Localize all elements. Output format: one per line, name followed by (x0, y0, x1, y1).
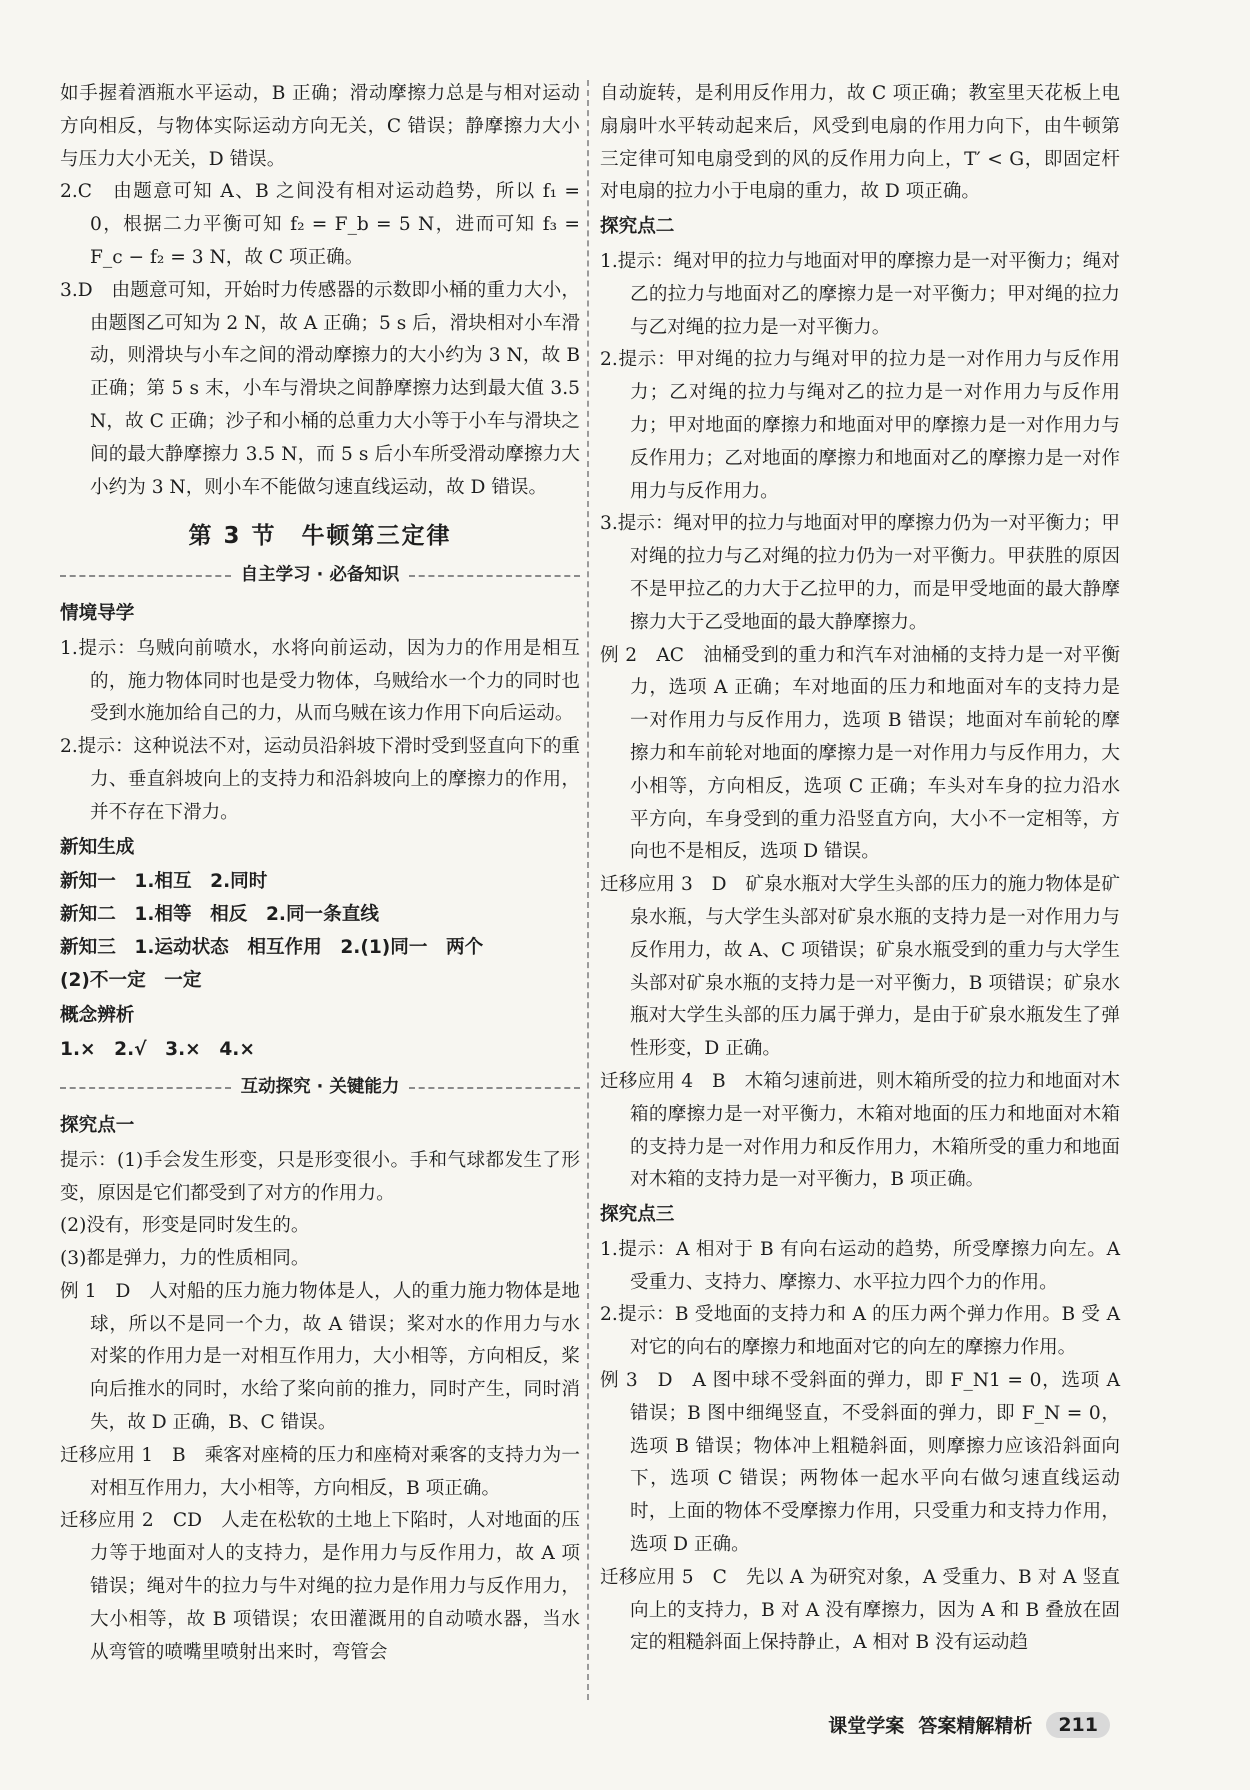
qj-answer-1: 1.提示：乌贼向前喷水，水将向前运动，因为力的作用是相互的，施力物体同时也是受力物体，乌贼给水一个力的同时也受到水施加给自己的力，从而乌贼在该力作用下向后运动。 (60, 637, 580, 725)
tj1-hint-b: (2)没有，形变是同时发生的。 (60, 1215, 310, 1237)
column-divider (587, 80, 589, 1700)
answer-2: 2.C 由题意可知 A、B 之间没有相对运动趋势，所以 f₁ = 0，根据二力平衡可知 f₂ = F_b = 5 N，进而可知 f₃ = F_c − f₂ = 3 N，故 C 项正确。 (60, 181, 580, 268)
heading-gnbx: 概念辨析 (60, 1004, 135, 1026)
xz-line-1: 新知一 1.相互 2.同时 (60, 871, 268, 893)
example-3: 例 3 D A 图中球不受斜面的弹力，即 F_N1 = 0，选项 A 错误；B 图中细绳竖直，不受斜面的弹力，即 F_N = 0，选项 B 错误；物体冲上粗糙斜面，则摩擦力应该沿斜面向下，选项 C 错误；两物体一起水平向右做匀速直线运动时，上面的物体不受摩擦力作用，只受重力和支持力作用，选项 D 正确。 (600, 1370, 1120, 1556)
heading-xzsc: 新知生成 (60, 836, 135, 858)
section-title: 第 3 节 牛顿第三定律 (188, 523, 452, 550)
xz-line-3b: (2)不一定 一定 (60, 969, 202, 991)
answer-continuation: 如手握着酒瓶水平运动，B 正确；滑动摩擦力总是与相对运动方向相反，与物体实际运动方向无关，C 错误；静摩擦力大小与压力大小无关，D 错误。 (60, 83, 580, 170)
heading-tj3: 探究点三 (600, 1204, 675, 1226)
section-bar-label: 互动探究 · 关键能力 (240, 1077, 400, 1098)
answer-continuation-right: 自动旋转，是利用反作用力，故 C 项正确；教室里天花板上电扇扇叶水平转动起来后，风受到电扇的作用力向下，由牛顿第三定律可知电扇受到的风的反作用力向上，T′ < G，即固定杆对电扇的拉力小于电扇的重力，故 D 项正确。 (600, 83, 1120, 203)
section-bar-self-study (60, 559, 580, 592)
transfer-app-4: 迁移应用 4 B 木箱匀速前进，则木箱所受的拉力和地面对木箱的摩擦力是一对平衡力，木箱对地面的压力和地面对木箱的支持力是一对作用力和反作用力，木箱所受的重力和地面对木箱的支持力是一对平衡力，B 项正确。 (600, 1070, 1120, 1191)
xz-line-3: 新知三 1.运动状态 相互作用 2.(1)同一 两个 (60, 936, 484, 958)
footer-book-title: 课堂学案 (828, 1715, 905, 1737)
tj3-hint-2: 2.提示：B 受地面的支持力和 A 的压力两个弹力作用。B 受 A 对它的向右的摩擦力和地面对它的向左的摩擦力作用。 (600, 1304, 1120, 1359)
footer-section-title: 答案精解精析 (918, 1715, 1033, 1737)
example-1: 例 1 D 人对船的压力施力物体是人，人的重力施力物体是地球，所以不是同一个力，故 A 错误；桨对水的作用力与水对桨的作用力是一对相互作用力，大小相等，方向相反，桨向后推水的同时，水给了桨向前的推力，同时产生，同时消失，故 D 正确，B、C 错误。 (60, 1280, 580, 1434)
heading-tj2: 探究点二 (600, 216, 675, 238)
page-footer (828, 1711, 1110, 1738)
transfer-app-2: 迁移应用 2 CD 人走在松软的土地上下陷时，人对地面的压力等于地面对人的支持力，是作用力与反作用力，故 A 项错误；绳对牛的拉力与牛对绳的拉力是作用力与反作用力，大小相等，故 B 项错误；农田灌溉用的自动喷水器，当水从弯管的喷嘴里喷射出来时，弯管会 (60, 1510, 580, 1663)
right-column (600, 78, 1120, 1660)
heading-tj1: 探究点一 (60, 1114, 135, 1136)
gn-answers: 1.× 2.√ 3.× 4.× (60, 1039, 255, 1061)
section-bar-label: 自主学习 · 必备知识 (240, 565, 400, 586)
transfer-app-5: 迁移应用 5 C 先以 A 为研究对象，A 受重力、B 对 A 竖直向上的支持力，B 对 A 没有摩擦力，因为 A 和 B 叠放在固定的粗糙斜面上保持静止，A 相对 B 没有运动趋 (600, 1566, 1120, 1654)
tj2-hint-2: 2.提示：甲对绳的拉力与绳对甲的拉力是一对作用力与反作用力；乙对绳的拉力与绳对乙的拉力是一对作用力与反作用力；甲对地面的摩擦力和地面对甲的摩擦力是一对作用力与反作用力；乙对地面的摩擦力和地面对乙的摩擦力是一对作用力与反作用力。 (600, 349, 1120, 502)
qj-answer-2: 2.提示：这种说法不对，运动员沿斜坡下滑时受到竖直向下的重力、垂直斜坡向上的支持力和沿斜坡向上的摩擦力的作用，并不存在下滑力。 (60, 736, 580, 823)
example-2: 例 2 AC 油桶受到的重力和汽车对油桶的支持力是一对平衡力，选项 A 正确；车对地面的压力和地面对车的支持力是一对作用力与反作用力，选项 B 错误；地面对车前轮的摩擦力和车前轮对地面的摩擦力是一对作用力与反作用力，大小相等，方向相反，选项 C 正确；车头对车身的拉力沿水平方向，车身受到的重力沿竖直方向，大小不一定相等，方向也不是相反，选项 D 错误。 (600, 644, 1120, 863)
transfer-app-3: 迁移应用 3 D 矿泉水瓶对大学生头部的压力的施力物体是矿泉水瓶，与大学生头部对矿泉水瓶的支持力是一对作用力与反作用力，故 A、C 项错误；矿泉水瓶受到的重力与大学生头部对矿泉水瓶的支持力是一对平衡力，B 项错误；矿泉水瓶对大学生头部的压力属于弹力，是由于矿泉水瓶发生了弹性形变，D 正确。 (600, 874, 1120, 1060)
xz-line-2: 新知二 1.相等 相反 2.同一条直线 (60, 904, 379, 926)
tj3-hint-1: 1.提示：A 相对于 B 有向右运动的趋势，所受摩擦力向左。A 受重力、支持力、摩擦力、水平拉力四个力的作用。 (600, 1238, 1120, 1293)
tj2-hint-3: 3.提示：绳对甲的拉力与地面对甲的摩擦力仍为一对平衡力；甲对绳的拉力与乙对绳的拉力仍为一对平衡力。甲获胜的原因不是甲拉乙的力大于乙拉甲的力，而是甲受地面的最大静摩擦力大于乙受地面的最大静摩擦力。 (600, 513, 1120, 633)
page-number: 211 (1046, 1712, 1110, 1738)
heading-qjdx: 情境导学 (60, 602, 135, 624)
tj1-hint-a: 提示：(1)手会发生形变，只是形变很小。手和气球都发生了形变，原因是它们都受到了对方的作用力。 (60, 1149, 580, 1204)
answer-3: 3.D 由题意可知，开始时力传感器的示数即小桶的重力大小，由题图乙可知为 2 N，故 A 正确；5 s 后，滑块相对小车滑动，则滑块与小车之间的滑动摩擦力的大小约为 3 N，故 B 正确；第 5 s 末，小车与滑块之间静摩擦力达到最大值 3.5 N，故 C 正确；沙子和小桶的总重力大小等于小车与滑块之间的最大静摩擦力 3.5 N，而 5 s 后小车所受滑动摩擦力大小约为 3 N，则小车不能做匀速直线运动，故 D 错误。 (60, 279, 580, 498)
transfer-app-1: 迁移应用 1 B 乘客对座椅的压力和座椅对乘客的支持力为一对相互作用力，大小相等，方向相反，B 项正确。 (60, 1444, 580, 1499)
tj1-hint-c: (3)都是弹力，力的性质相同。 (60, 1248, 310, 1270)
section-bar-interactive (60, 1071, 580, 1104)
tj2-hint-1: 1.提示：绳对甲的拉力与地面对甲的摩擦力是一对平衡力；绳对乙的拉力与地面对乙的摩擦力是一对平衡力；甲对绳的拉力与乙对绳的拉力是一对平衡力。 (600, 250, 1120, 338)
left-column (60, 78, 580, 1669)
